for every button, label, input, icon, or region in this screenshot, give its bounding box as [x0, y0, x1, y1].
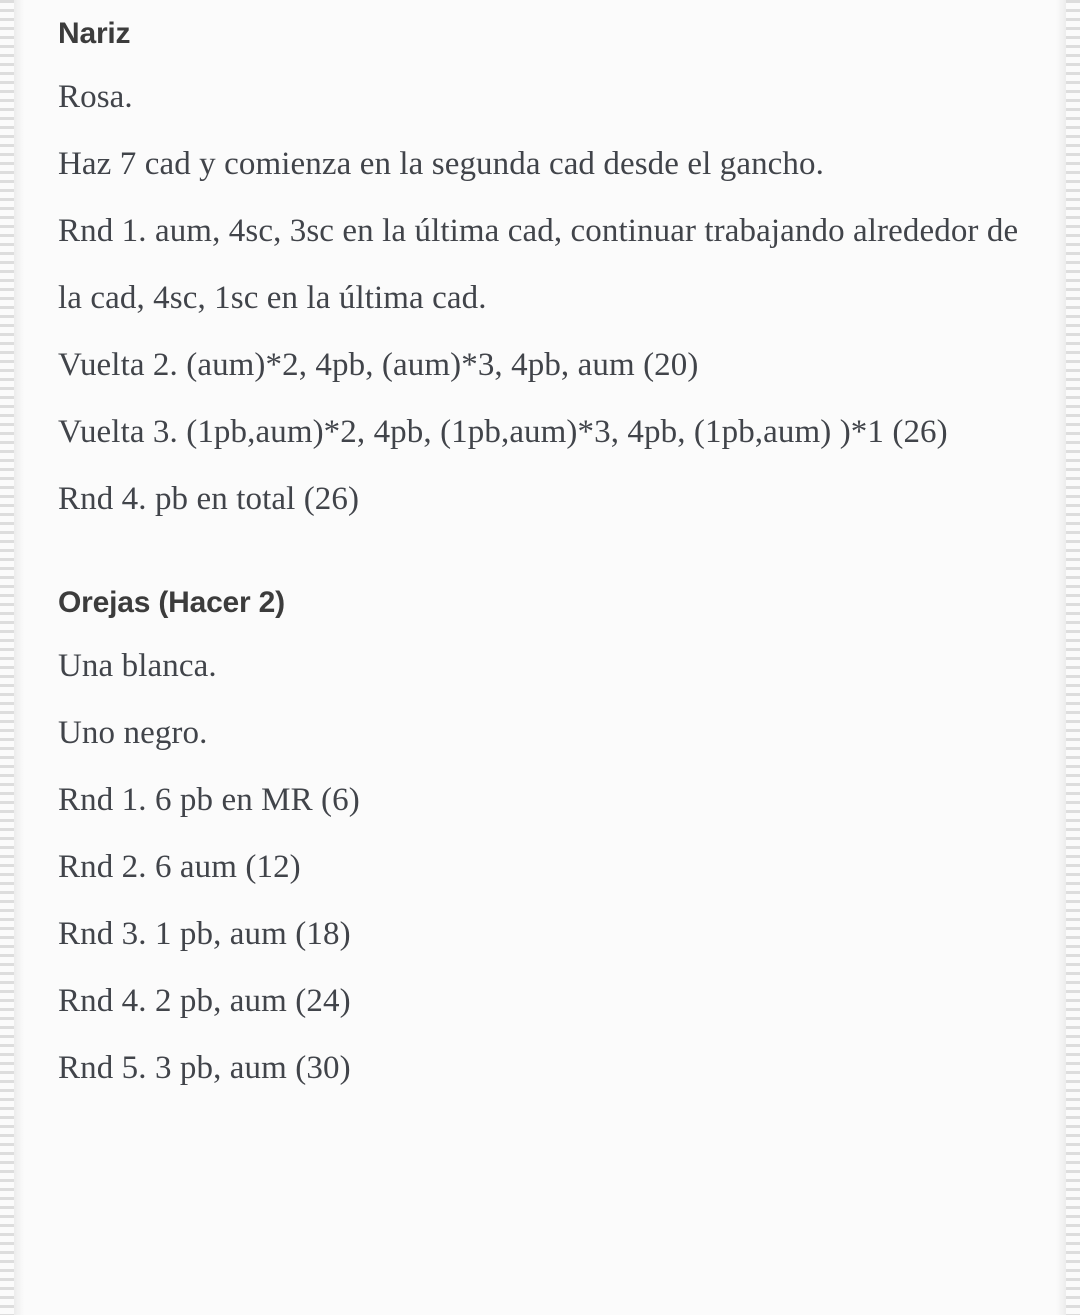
section-orejas	[58, 575, 1022, 1102]
paper-edge-right-shadow	[1056, 0, 1066, 1315]
pattern-line: Rnd 3. 1 pb, aum (18)	[58, 916, 351, 952]
pattern-line: Rnd 1. aum, 4sc, 3sc en la última cad, continuar trabajando alrededor de la cad, 4sc, 1sc en la última cad.	[58, 213, 1019, 316]
pattern-line: Haz 7 cad y comienza en la segunda cad desde el gancho.	[58, 146, 824, 182]
paper-edge-left-shadow	[14, 0, 24, 1315]
pattern-line: Rnd 2. 6 aum (12)	[58, 849, 301, 885]
pattern-line: Rnd 5. 3 pb, aum (30)	[58, 1050, 351, 1086]
pattern-line: Uno negro.	[58, 715, 208, 751]
pattern-line: Vuelta 3. (1pb,aum)*2, 4pb, (1pb,aum)*3, 4pb, (1pb,aum) )*1 (26)	[58, 414, 948, 450]
section-heading: Orejas (Hacer 2)	[58, 586, 285, 619]
pattern-line: Rnd 4. pb en total (26)	[58, 481, 360, 517]
pattern-line: Rnd 4. 2 pb, aum (24)	[58, 983, 351, 1019]
pattern-line: Rosa.	[58, 79, 133, 115]
pattern-line: Rnd 1. 6 pb en MR (6)	[58, 782, 360, 818]
section-nariz	[58, 6, 1022, 533]
pattern-line: Vuelta 2. (aum)*2, 4pb, (aum)*3, 4pb, aum (20)	[58, 347, 699, 383]
section-heading: Nariz	[58, 17, 131, 50]
paper-edge-left-decoration	[0, 0, 14, 1315]
pattern-line: Una blanca.	[58, 648, 217, 684]
paper-edge-right-decoration	[1066, 0, 1080, 1315]
document-content	[58, 6, 1022, 1102]
